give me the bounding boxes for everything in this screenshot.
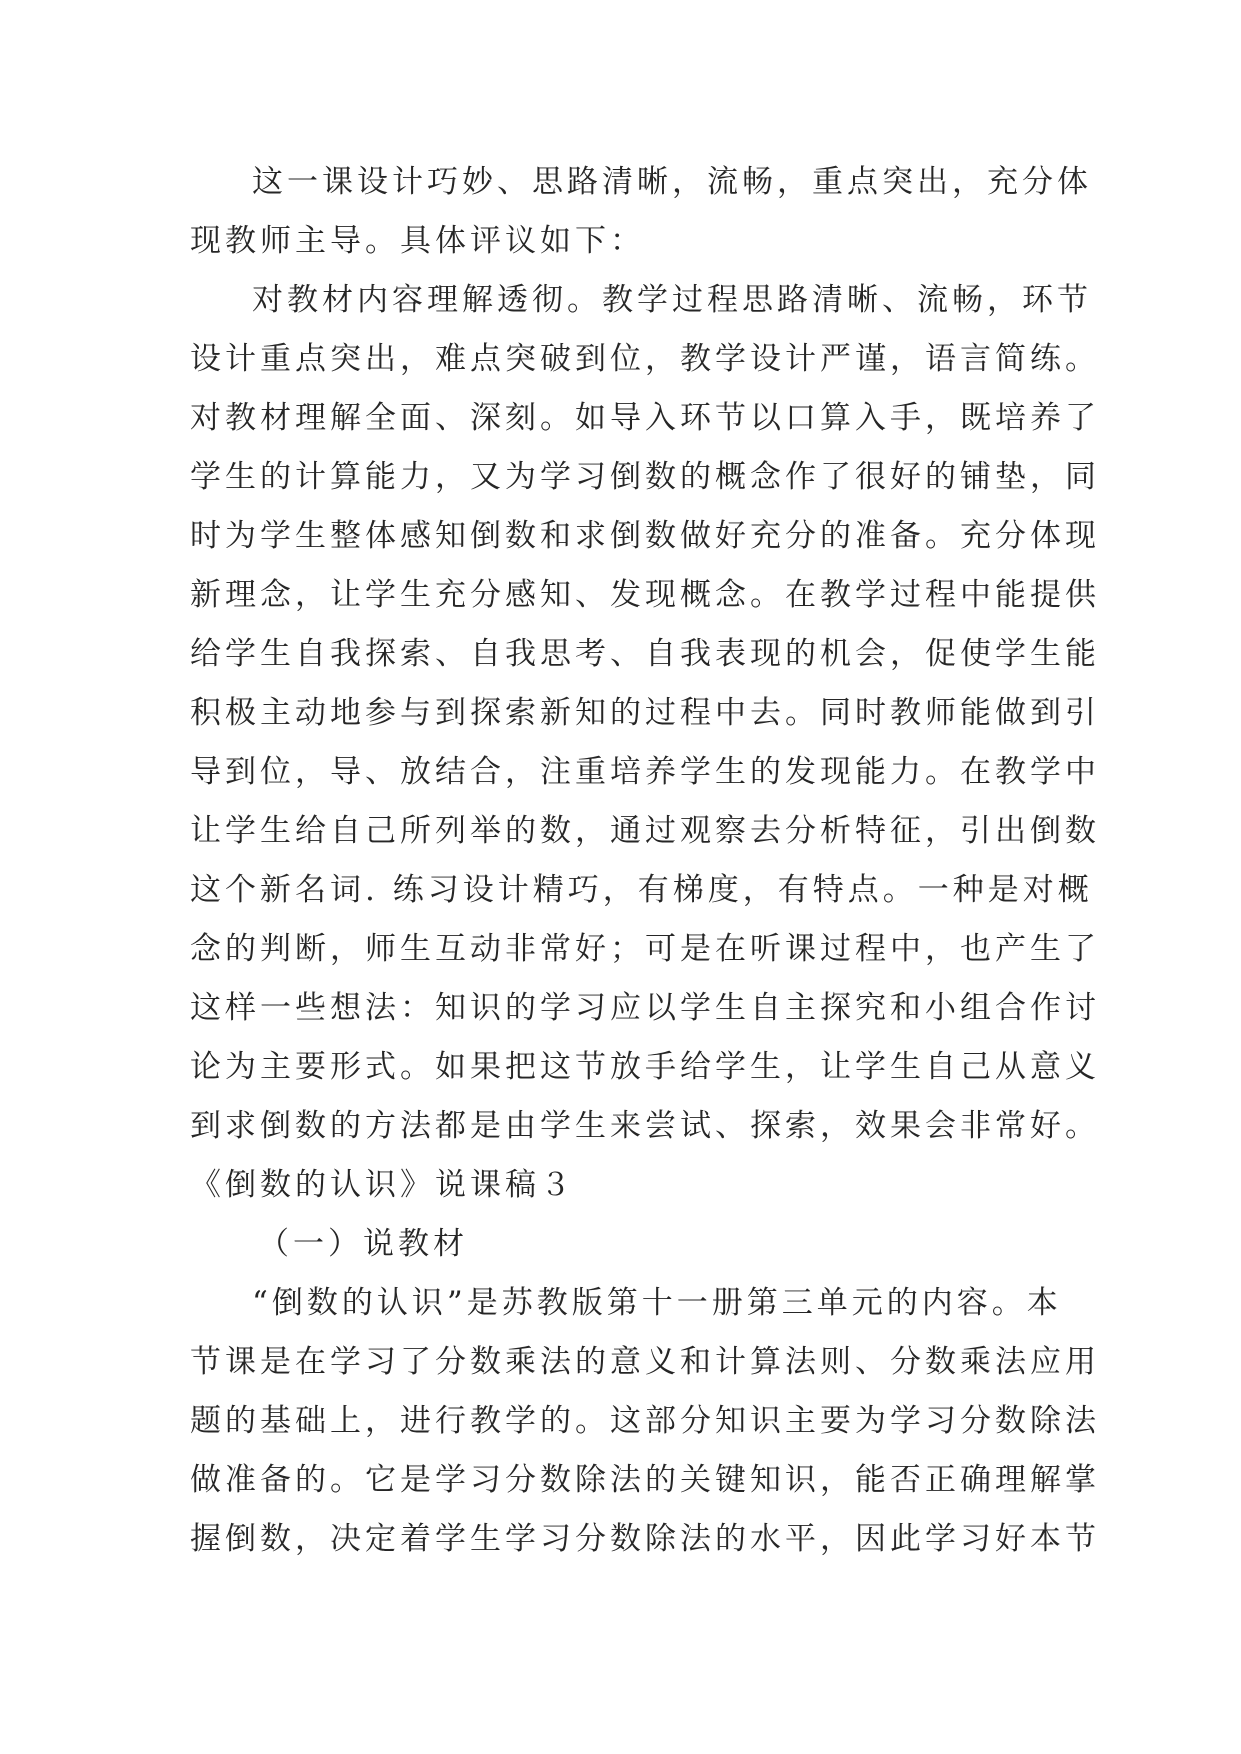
paragraph-2-line-4: 学生的计算能力，又为学习倒数的概念作了很好的铺垫，同 — [190, 459, 1100, 495]
paragraph-1-line-1: 这一课设计巧妙、思路清晰，流畅，重点突出，充分体 — [252, 164, 1092, 200]
paragraph-2-line-7: 给学生自我探索、自我思考、自我表现的机会，促使学生能 — [190, 636, 1100, 672]
paragraph-3-line-4: 做准备的。它是学习分数除法的关键知识，能否正确理解掌 — [190, 1462, 1100, 1498]
section-title: 《倒数的认识》说课稿３ — [190, 1167, 575, 1203]
paragraph-2-line-13: 这样一些想法：知识的学习应以学生自主探究和小组合作讨 — [190, 990, 1100, 1026]
paragraph-1-line-2: 现教师主导。具体评议如下： — [190, 223, 645, 259]
paragraph-2-line-3: 对教材理解全面、深刻。如导入环节以口算入手，既培养了 — [190, 400, 1100, 436]
paragraph-2-line-12: 念的判断，师生互动非常好；可是在听课过程中，也产生了 — [190, 931, 1100, 967]
paragraph-2-line-1: 对教材内容理解透彻。教学过程思路清晰、流畅，环节 — [252, 282, 1092, 318]
paragraph-2-line-2: 设计重点突出，难点突破到位，教学设计严谨，语言简练。 — [190, 341, 1100, 377]
paragraph-3-line-1: “倒数的认识”是苏教版第十一册第三单元的内容。本 — [252, 1285, 1062, 1321]
paragraph-3-line-5: 握倒数，决定着学生学习分数除法的水平，因此学习好本节 — [190, 1521, 1100, 1557]
paragraph-2-line-11: 这个新名词. 练习设计精巧，有梯度，有特点。一种是对概 — [190, 872, 1093, 908]
paragraph-2-line-6: 新理念，让学生充分感知、发现概念。在教学过程中能提供 — [190, 577, 1100, 613]
paragraph-2-line-14: 论为主要形式。如果把这节放手给学生，让学生自己从意义 — [190, 1049, 1100, 1085]
paragraph-2-line-15: 到求倒数的方法都是由学生来尝试、探索，效果会非常好。 — [190, 1108, 1100, 1144]
paragraph-2-line-5: 时为学生整体感知倒数和求倒数做好充分的准备。充分体现 — [190, 518, 1100, 554]
paragraph-3-line-3: 题的基础上，进行教学的。这部分知识主要为学习分数除法 — [190, 1403, 1100, 1439]
paragraph-2-line-10: 让学生给自己所列举的数，通过观察去分析特征，引出倒数 — [190, 813, 1100, 849]
paragraph-3-line-2: 节课是在学习了分数乘法的意义和计算法则、分数乘法应用 — [190, 1344, 1100, 1380]
paragraph-2-line-8: 积极主动地参与到探索新知的过程中去。同时教师能做到引 — [190, 695, 1100, 731]
subsection-title: （一）说教材 — [258, 1226, 468, 1262]
paragraph-2-line-9: 导到位，导、放结合，注重培养学生的发现能力。在教学中 — [190, 754, 1100, 790]
